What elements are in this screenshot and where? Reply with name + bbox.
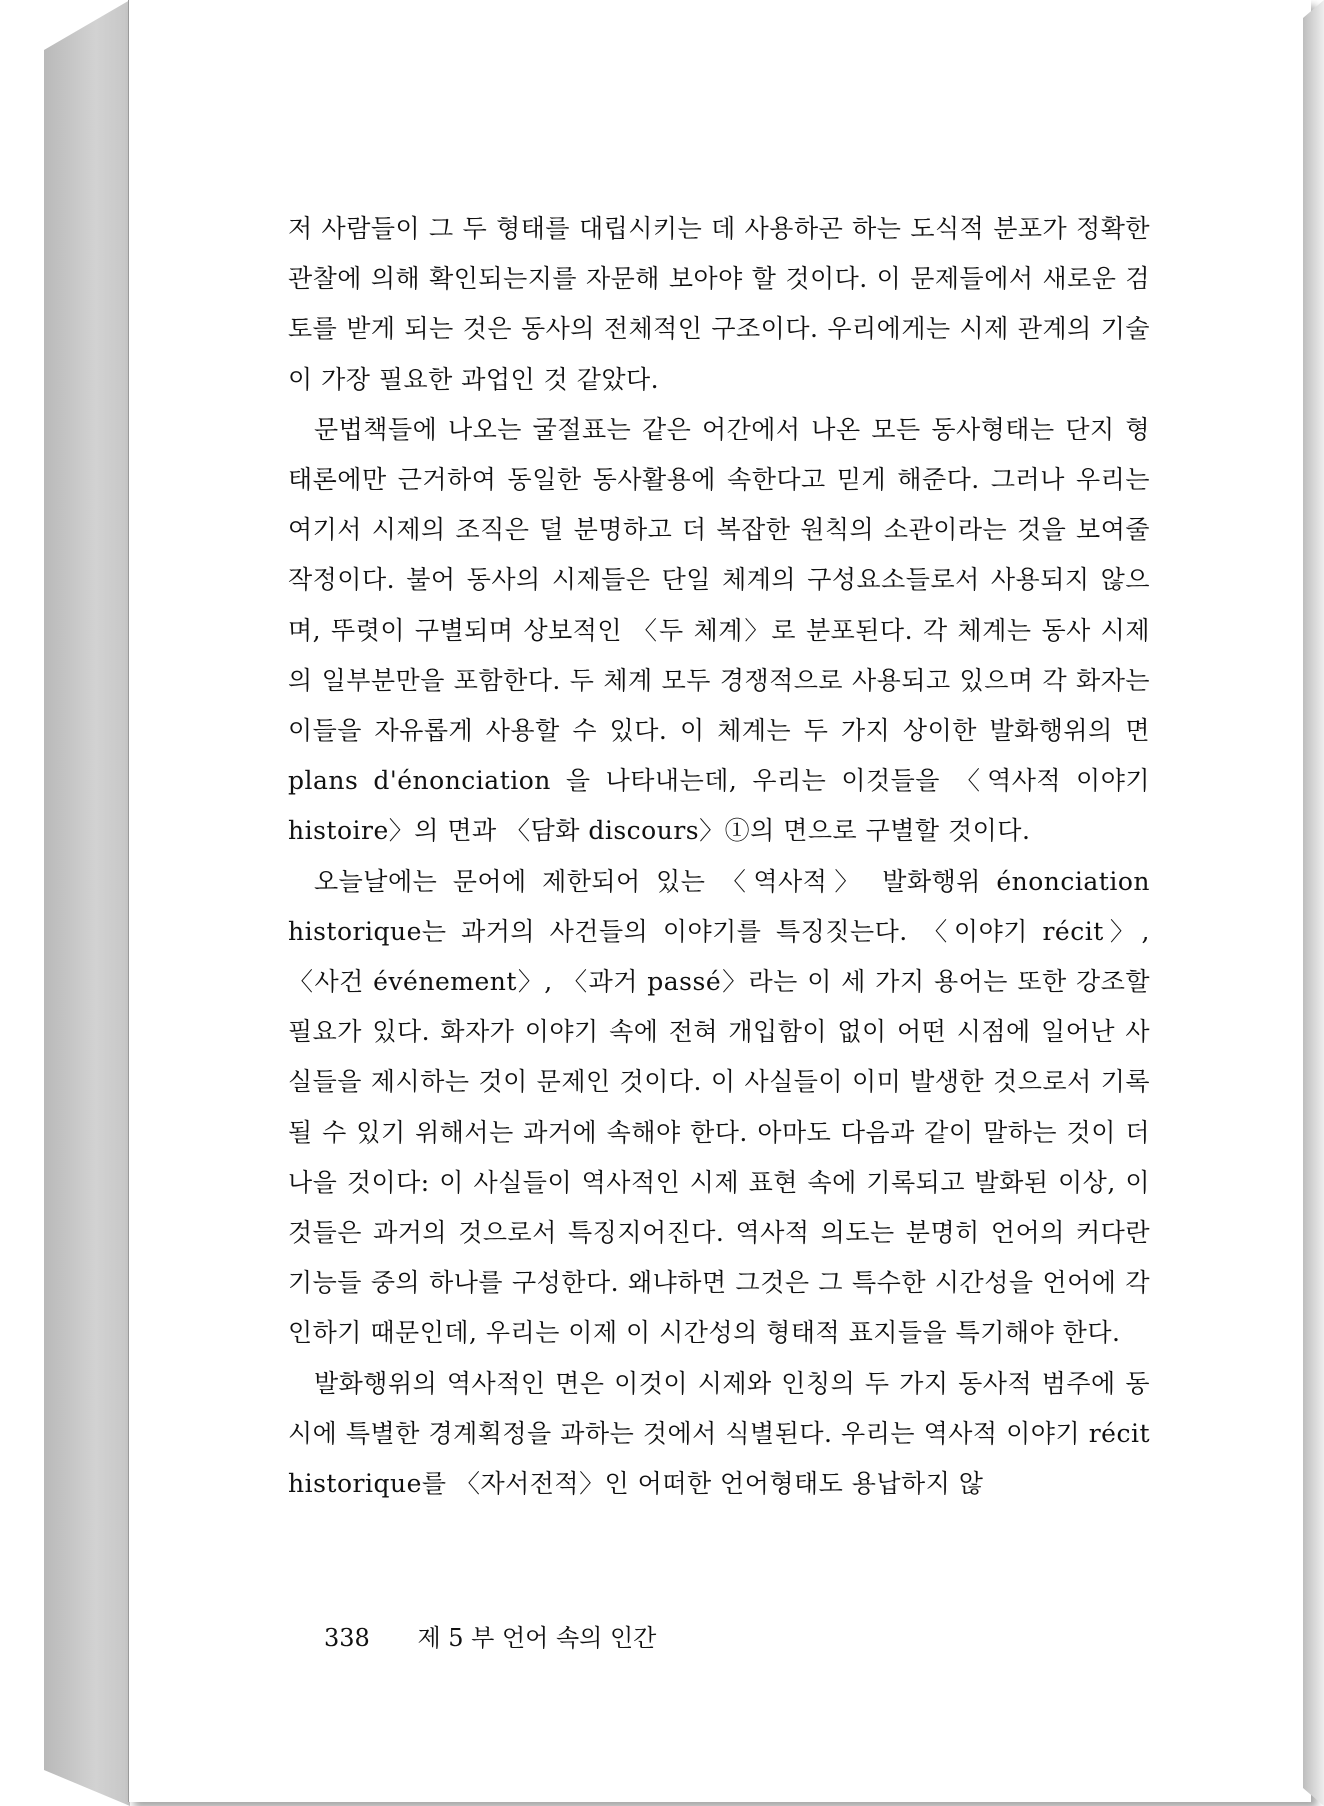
paragraph: 오늘날에는 문어에 제한되어 있는 〈역사적〉 발화행위 énonciation historique는 과거의 사건들의 이야기를 특징짓는다. 〈이야기 récit〉, 〈사건 événement〉, 〈과거 passé〉라는 이 세 가지 용어는 또한 강조할 필요가 있다. 화자가 이야기 속에 전혀 개입함이 없이 어떤 시점에 일어난 사실들을 제시하는 것이 문제인 것이다. 이 사실들이 이미 발생한 것으로서 기록될 수 있기 위해서는 과거에 속해야 한다. 아마도 다음과 같이 말하는 것이 더 나을 것이다: 이 사실들이 역사적인 시제 표현 속에 기록되고 발화된 이상, 이것들은 과거의 것으로서 특징지어진다. 역사적 의도는 분명히 언어의 커다란 기능들 중의 하나를 구성한다. 왜냐하면 그것은 그 특수한 시간성을 언어에 각인하기 때문인데, 우리는 이제 이 시간성의 형태적 표지들을 특기해야 한다.	[288, 866, 1150, 1348]
section-title: 제 5 부 언어 속의 인간	[417, 1624, 657, 1652]
book-spine	[44, 0, 130, 1806]
page-footer	[324, 1618, 656, 1653]
page-number: 338	[324, 1624, 370, 1652]
page-edge	[1303, 0, 1324, 1806]
body-text	[288, 204, 1150, 1509]
paragraph: 발화행위의 역사적인 면은 이것이 시제와 인칭의 두 가지 동사적 범주에 동시에 특별한 경계획정을 과하는 것에서 식별된다. 우리는 역사적 이야기 récit historique를 〈자서전적〉인 어떠한 언어형태도 용납하지 않	[288, 1368, 1150, 1499]
paragraph: 저 사람들이 그 두 형태를 대립시키는 데 사용하곤 하는 도식적 분포가 정확한 관찰에 의해 확인되는지를 자문해 보아야 할 것이다. 이 문제들에서 새로운 검토를 받게 되는 것은 동사의 전체적인 구조이다. 우리에게는 시제 관계의 기술이 가장 필요한 과업인 것 같았다.	[288, 214, 1150, 394]
paragraph: 문법책들에 나오는 굴절표는 같은 어간에서 나온 모든 동사형태는 단지 형태론에만 근거하여 동일한 동사활용에 속한다고 믿게 해준다. 그러나 우리는 여기서 시제의 조직은 덜 분명하고 더 복잡한 원칙의 소관이라는 것을 보여줄 작정이다. 불어 동사의 시제들은 단일 체계의 구성요소들로서 사용되지 않으며, 뚜렷이 구별되며 상보적인 〈두 체계〉로 분포된다. 각 체계는 동사 시제의 일부분만을 포함한다. 두 체계 모두 경쟁적으로 사용되고 있으며 각 화자는 이들을 자유롭게 사용할 수 있다. 이 체계는 두 가지 상이한 발화행위의 면 plans d'énonciation 을 나타내는데, 우리는 이것들을 〈역사적 이야기 histoire〉의 면과 〈담화 discours〉①의 면으로 구별할 것이다.	[288, 414, 1150, 846]
